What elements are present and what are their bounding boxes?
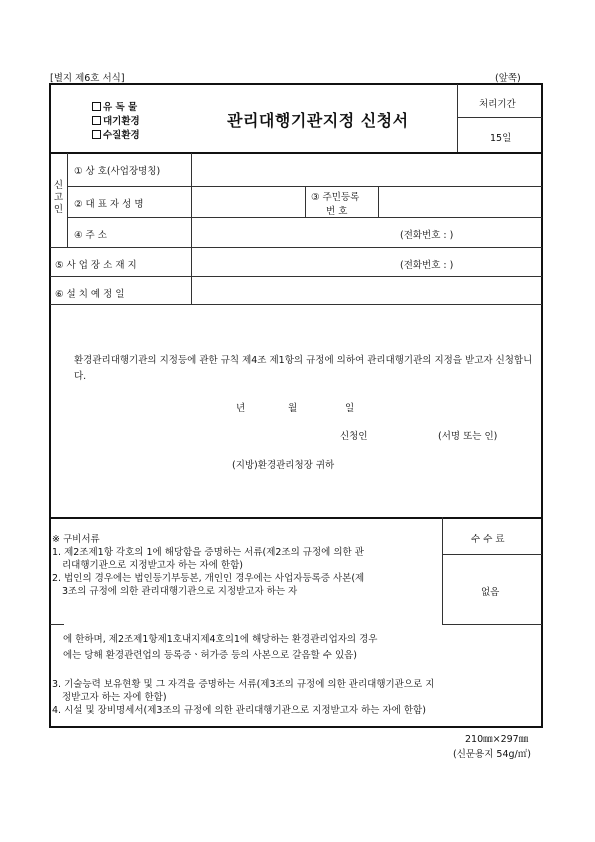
page-side-label: (앞쪽) [495, 73, 521, 84]
option-air[interactable]: 대기환경 [92, 113, 140, 127]
date-month: 월 [288, 403, 298, 414]
divider [191, 153, 192, 304]
divider [50, 517, 542, 519]
document-item-2: 2. 법인의 경우에는 법인등기부등본, 개인인 경우에는 사업자등록증 사본(제 [52, 573, 365, 584]
divider [457, 84, 458, 152]
documents-list [52, 533, 364, 598]
document-note-1: 에 한하며, 제2조제1항제1호내지제4호의1에 해당하는 환경관리업자의 경우 [63, 634, 378, 645]
checkbox-icon[interactable] [92, 102, 101, 111]
page-title: 관리대행기관지정 신청서 [227, 111, 409, 130]
divider [442, 554, 542, 555]
fee-value: 없음 [481, 587, 500, 598]
phone-label-2: (전화번호 : ) [400, 260, 454, 271]
trade-name-label: ① 상 호(사업장명칭) [74, 166, 161, 177]
document-item-1-cont: 리대행기관으로 지정받고자 하는 자에 한함) [62, 560, 243, 571]
resident-no-field[interactable] [380, 188, 540, 216]
divider [442, 624, 542, 625]
document-item-3: 3. 기술능력 보유현황 및 그 자격을 증명하는 서류(제3조의 규정에 의한 관리대행기관으로 지 [52, 679, 435, 690]
documents-heading: ※ 구비서류 [52, 534, 100, 545]
date-year: 년 [236, 403, 246, 414]
document-item-2-cont: 3조의 규정에 의한 관리대행기관으로 지정받고자 하는 자 [62, 586, 298, 597]
divider [378, 187, 379, 217]
divider [50, 152, 542, 154]
divider [50, 247, 542, 248]
business-location-label: ⑤ 사 업 장 소 재 지 [55, 260, 137, 271]
document-item-1: 1. 제2조제1항 각호의 1에 해당함을 증명하는 서류(제2조의 규정에 의한 관 [52, 547, 364, 558]
date-day: 일 [345, 403, 355, 414]
divider [50, 304, 542, 305]
divider [67, 217, 542, 218]
document-item-3-cont: 정받고자 하는 자에 한함) [62, 692, 167, 703]
rep-name-field[interactable] [193, 188, 303, 216]
paper-size: 210㎜×297㎜ [465, 734, 529, 745]
resident-no-label-2: 번 호 [326, 206, 348, 217]
document-note-2: 에는 당해 환경관련업의 등록증ㆍ허가증 등의 사본으로 갈음할 수 있음) [63, 650, 357, 661]
trade-name-field[interactable] [193, 155, 541, 185]
install-date-field[interactable] [193, 278, 541, 303]
addressee: (지방)환경관리청장 귀하 [232, 460, 335, 471]
document-item-4: 4. 시설 및 장비명세서(제3조의 규정에 의한 관리대행기관으로 지정받고자 하는 자에 한함) [52, 705, 426, 716]
fee-label: 수 수 료 [471, 534, 505, 545]
form-number-label: [별지 제6호 서식] [50, 73, 125, 84]
divider [305, 187, 306, 217]
divider [442, 517, 443, 624]
checkbox-icon[interactable] [92, 130, 101, 139]
install-date-label: ⑥ 설 치 예 정 일 [55, 289, 125, 300]
business-location-field[interactable] [193, 249, 393, 275]
checkbox-icon[interactable] [92, 116, 101, 125]
paper-type: (신문용지 54g/㎡) [453, 749, 531, 760]
resident-no-label: ③ 주민등록 [311, 192, 360, 203]
option-water[interactable]: 수질환경 [92, 127, 140, 141]
processing-value: 15일 [490, 133, 512, 144]
phone-label-1: (전화번호 : ) [400, 230, 454, 241]
documents-list-2 [52, 678, 434, 717]
processing-label: 처리기간 [479, 99, 516, 110]
application-statement: 환경관리대행기관의 지정등에 관한 규칙 제4조 제1항의 규정에 의하여 관리대행기관의 지정을 받고자 신청합니다. [74, 355, 533, 382]
media-options [92, 99, 140, 141]
address-field[interactable] [193, 219, 393, 246]
divider [50, 276, 542, 277]
divider [457, 117, 542, 118]
divider [50, 624, 64, 625]
address-label: ④ 주 소 [74, 230, 107, 241]
divider [67, 153, 68, 247]
documents-note [63, 632, 377, 664]
applicant-label: 신고인 [53, 180, 64, 215]
rep-name-label: ② 대 표 자 성 명 [74, 199, 144, 210]
signature-area[interactable]: (서명 또는 인) [438, 431, 498, 442]
applicant-sign-label: 신청인 [340, 431, 368, 442]
option-toxic[interactable]: 유 독 물 [92, 99, 140, 113]
